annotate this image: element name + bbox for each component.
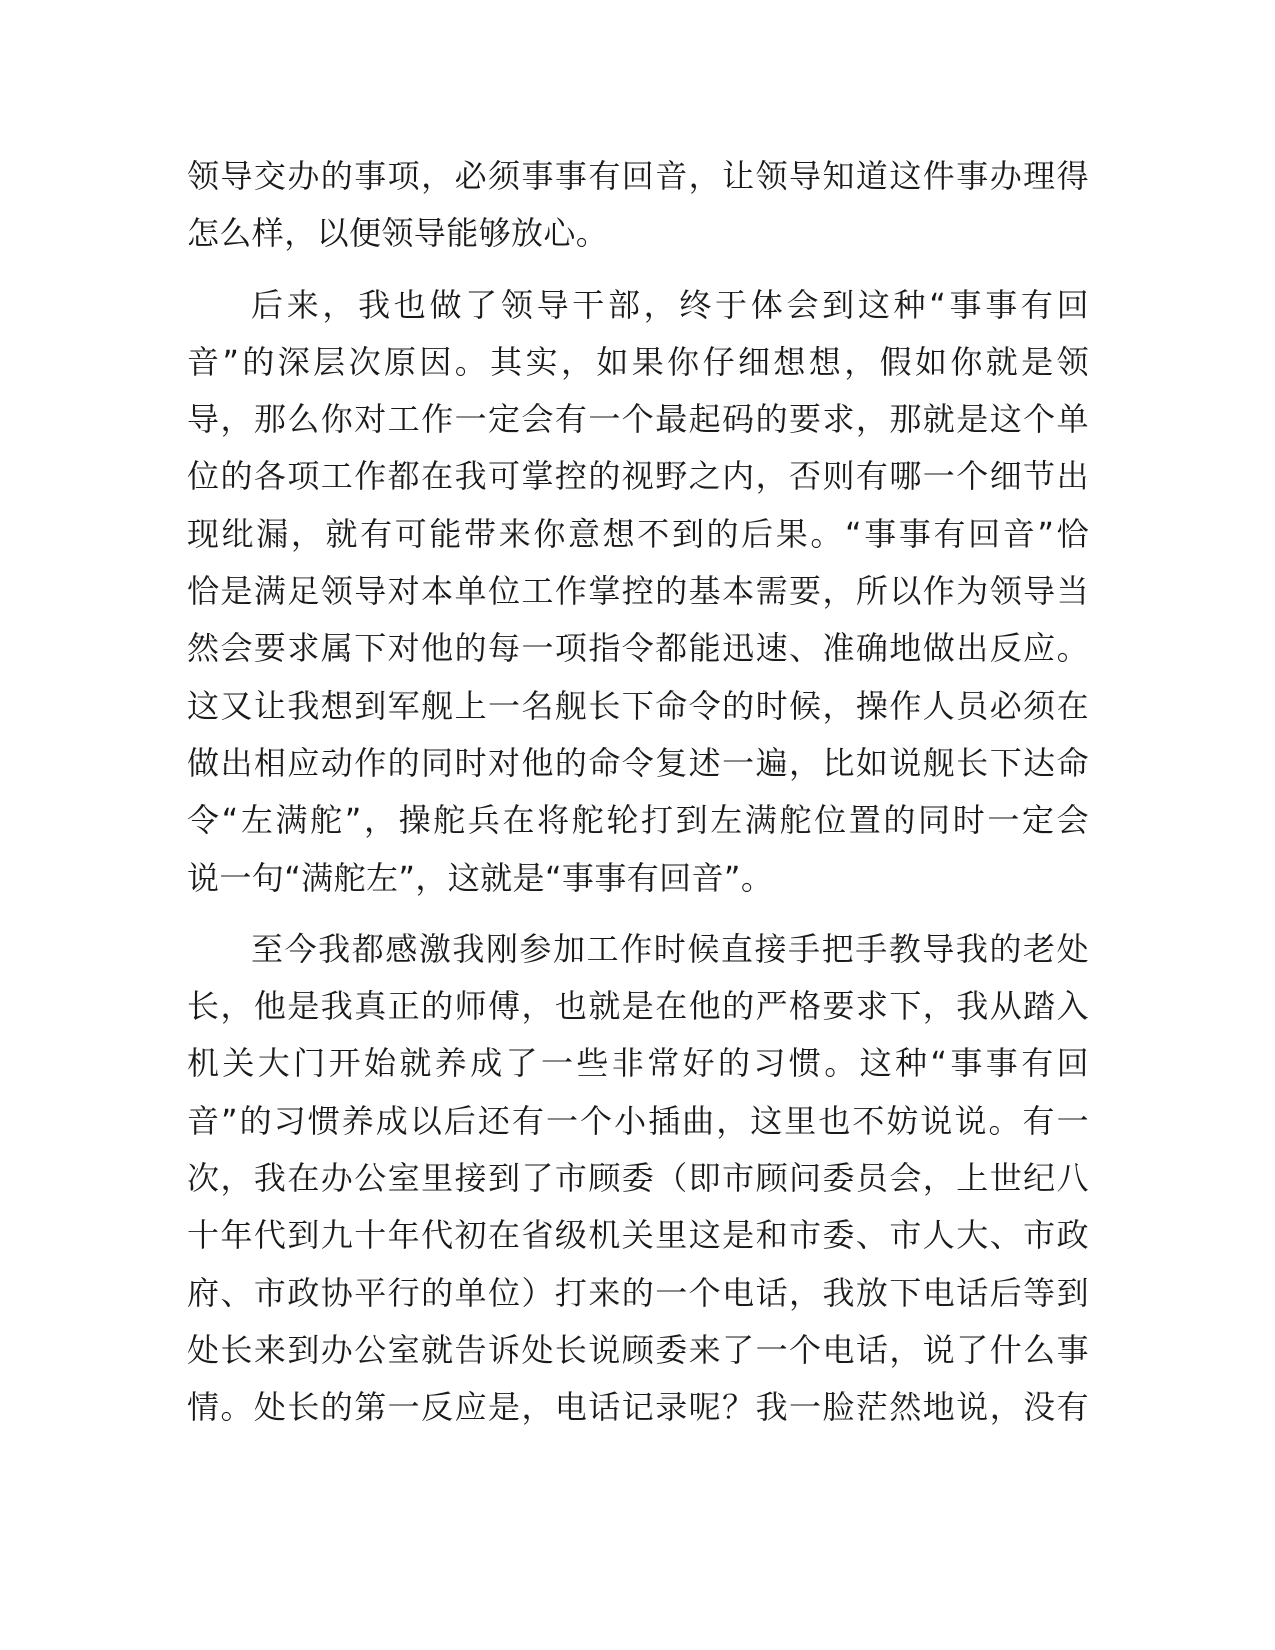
paragraph-3 <box>187 921 1089 1437</box>
text-line: 恰是满足领导对本单位工作掌控的基本需要，所以作为领导当 <box>187 572 1089 611</box>
text-line: 府、市政协平行的单位）打来的一个电话，我放下电话后等到 <box>187 1273 1089 1312</box>
text-line: 至今我都感激我刚参加工作时候直接手把手教导我的老处 <box>251 929 1089 968</box>
text-line: 然会要求属下对他的每一项指令都能迅速、准确地做出反应。 <box>187 629 1089 668</box>
text-line: 十年代到九十年代初在省级机关里这是和市委、市人大、市政 <box>187 1216 1089 1255</box>
document-page <box>187 148 1089 1437</box>
paragraph-1 <box>187 148 1089 263</box>
text-line: 后来，我也做了领导干部，终于体会到这种“事事有回 <box>251 285 1089 324</box>
text-line: 音”的习惯养成以后还有一个小插曲，这里也不妨说说。有一 <box>187 1101 1089 1140</box>
text-line: 情。处长的第一反应是，电话记录呢？我一脸茫然地说，没有 <box>187 1388 1089 1427</box>
text-line: 导，那么你对工作一定会有一个最起码的要求，那就是这个单 <box>187 400 1089 439</box>
text-line: 机关大门开始就养成了一些非常好的习惯。这种“事事有回 <box>187 1044 1089 1083</box>
paragraph-2 <box>187 277 1089 907</box>
text-line: 说一句“满舵左”，这就是“事事有回音”。 <box>187 858 774 897</box>
text-line: 长，他是我真正的师傅，也就是在他的严格要求下，我从踏入 <box>187 987 1089 1026</box>
text-line: 做出相应动作的同时对他的命令复述一遍，比如说舰长下达命 <box>187 743 1089 782</box>
text-line: 令“左满舵”，操舵兵在将舵轮打到左满舵位置的同时一定会 <box>187 801 1089 840</box>
text-line: 这又让我想到军舰上一名舰长下命令的时候，操作人员必须在 <box>187 686 1089 725</box>
text-line: 次，我在办公室里接到了市顾委（即市顾问委员会，上世纪八 <box>187 1159 1089 1198</box>
text-line: 现纰漏，就有可能带来你意想不到的后果。“事事有回音”恰 <box>187 514 1089 553</box>
text-line: 领导交办的事项，必须事事有回音，让领导知道这件事办理得 <box>187 157 1089 195</box>
text-line: 位的各项工作都在我可掌控的视野之内，否则有哪一个细节出 <box>187 457 1089 496</box>
text-line: 处长来到办公室就告诉处长说顾委来了一个电话，说了什么事 <box>187 1330 1089 1369</box>
text-line: 音”的深层次原因。其实，如果你仔细想想，假如你就是领 <box>187 342 1089 381</box>
text-line: 怎么样，以便领导能够放心。 <box>187 214 609 253</box>
